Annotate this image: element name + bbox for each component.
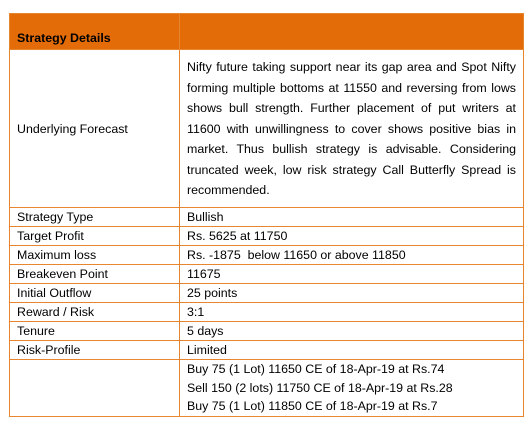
row-label: Reward / Risk xyxy=(10,303,180,322)
table-row-target-profit xyxy=(10,227,524,246)
forecast-row xyxy=(10,50,524,208)
table-row-strategy-type xyxy=(10,208,524,227)
table-row-strategy-legs xyxy=(10,360,524,417)
table-row-tenure xyxy=(10,322,524,341)
forecast-text: Nifty future taking support near its gap area and Spot Nifty forming multiple bottoms at 11550 and reversing from lows shows bull strength. Further placement of put writers at 11600 with unwillingness to cover shows positive bias in market. Thus bullish strategy is advisable. Considering truncated week, low risk strategy Call Butterfly Spread is recommended. xyxy=(187,60,516,198)
row-value: 11675 xyxy=(180,265,524,284)
row-value: Limited xyxy=(180,341,524,360)
row-value: Rs. 5625 at 11750 xyxy=(180,227,524,246)
table-title: Strategy Details xyxy=(17,31,111,45)
row-value: 25 points xyxy=(180,284,524,303)
row-value: 3:1 xyxy=(180,303,524,322)
table-row-risk-profile xyxy=(10,341,524,360)
table-header-row xyxy=(10,14,524,50)
header-label-cell xyxy=(10,14,180,50)
table-row-initial-outflow xyxy=(10,284,524,303)
header-value-cell xyxy=(180,14,524,50)
strategy-details-table xyxy=(9,13,524,417)
row-label: Initial Outflow xyxy=(10,284,180,303)
table-row-maximum-loss xyxy=(10,246,524,265)
row-label: Breakeven Point xyxy=(10,265,180,284)
forecast-label: Underlying Forecast xyxy=(10,50,180,208)
row-value: 5 days xyxy=(180,322,524,341)
leg-line-buy-11850: Buy 75 (1 Lot) 11850 CE of 18-Apr-19 at Rs.7 xyxy=(187,399,438,414)
row-label: Maximum loss xyxy=(10,246,180,265)
row-label: Strategy Type xyxy=(10,208,180,227)
row-value: Rs. -1875 below 11650 or above 11850 xyxy=(180,246,524,265)
leg-line-buy-11650: Buy 75 (1 Lot) 11650 CE of 18-Apr-19 at Rs.74 xyxy=(187,362,445,377)
row-label: Risk-Profile xyxy=(10,341,180,360)
table-row-breakeven-point xyxy=(10,265,524,284)
row-label: Target Profit xyxy=(10,227,180,246)
row-label: Tenure xyxy=(10,322,180,341)
table-row-reward-risk xyxy=(10,303,524,322)
leg-line-sell-11750: Sell 150 (2 lots) 11750 CE of 18-Apr-19 at Rs.28 xyxy=(187,380,453,395)
forecast-value-cell xyxy=(180,50,524,208)
legs-value-cell xyxy=(180,360,524,417)
legs-label xyxy=(10,360,180,417)
row-value: Bullish xyxy=(180,208,524,227)
